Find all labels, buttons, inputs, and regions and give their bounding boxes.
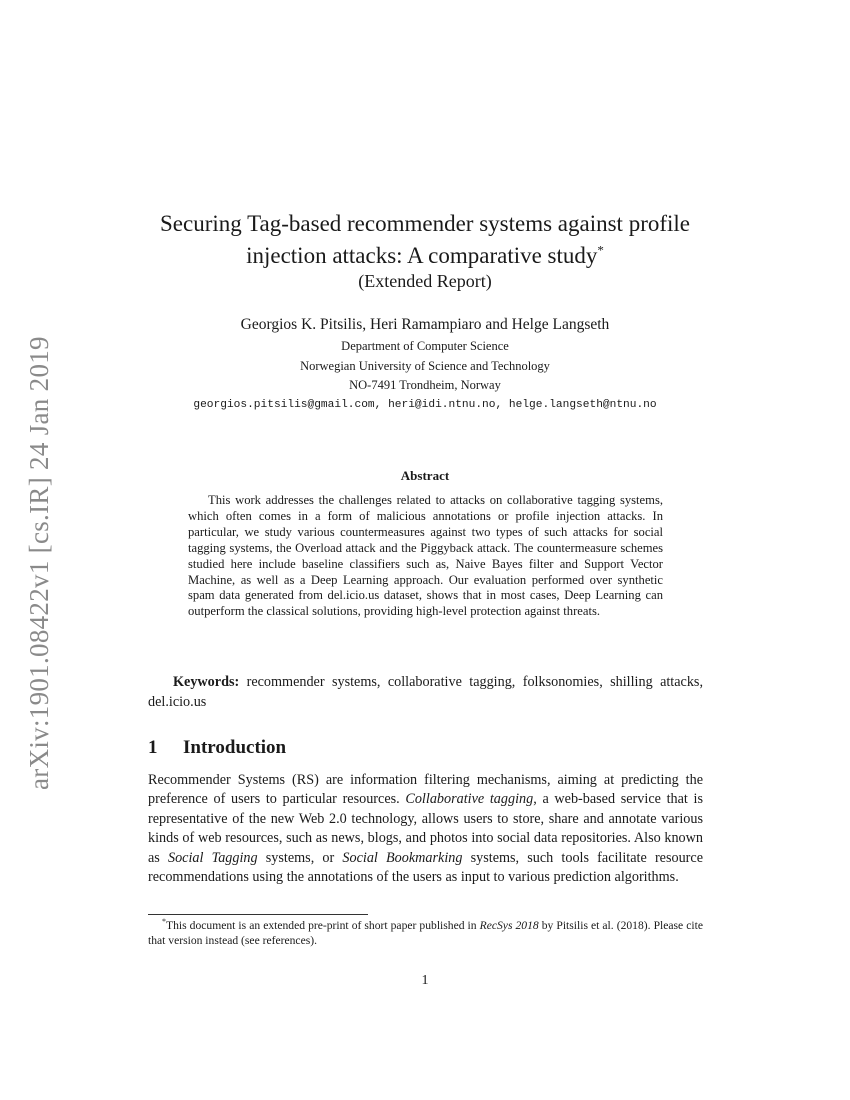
- affiliation-address: NO-7491 Trondheim, Norway: [349, 378, 501, 392]
- footnote-emph-recsys: RecSys 2018: [479, 919, 539, 932]
- intro-text-1: Recommender Systems (RS) are information filtering mechanisms, aiming at predicting the preference of users to particular resources.: [148, 772, 703, 808]
- keywords-label: Keywords:: [173, 674, 240, 690]
- intro-emph-social-bookmarking: Social Bookmarking: [342, 849, 463, 866]
- section-title: Introduction: [183, 737, 287, 758]
- section-number: 1: [148, 737, 158, 758]
- page-number: 1: [421, 973, 429, 988]
- paper-title: [0, 208, 850, 272]
- intro-emph-collaborative-tagging: Collaborative tagging: [405, 791, 534, 808]
- abstract-text: This work addresses the challenges related to attacks on collaborative tagging systems, which often comes in a form of malicious annotations or profile injection attacks. In particular, we study various countermeasures against two types of such attacks for social tagging systems, the Overload attack and the Piggyback attack. The countermeasure schemes studied here include baseline classifiers such as, Naive Bayes filter and Support Vector Machine, as well as a Deep Learning approach. Our evaluation performed over synthetic spam data generated from del.icio.us dataset, shows that in most cases, Deep Learning can outperform the classical solutions, providing high-level protection against threats.: [188, 493, 663, 619]
- keywords-text: recommender systems, collaborative tagging, folksonomies, shilling attacks, del.icio.us: [148, 674, 704, 710]
- affiliation-department: Department of Computer Science: [341, 339, 509, 353]
- intro-emph-social-tagging: Social Tagging: [167, 849, 258, 866]
- abstract-body: [188, 493, 663, 620]
- footnote-rule: [148, 914, 368, 915]
- abstract-heading: Abstract: [400, 468, 450, 483]
- title-footnote-mark[interactable]: *: [597, 242, 604, 258]
- intro-text-2: , a web-based service that is representative of the new Web 2.0 technology, allows users to store, share and annotate various kinds of web resources, such as news, blogs, and photos into social data repositories. Also known as: [148, 791, 703, 866]
- author-list: Georgios K. Pitsilis, Heri Ramampiaro and Helge Langseth: [240, 316, 610, 333]
- author-emails[interactable]: georgios.pitsilis@gmail.com, heri@idi.ntnu.no, helge.langseth@ntnu.no: [193, 399, 657, 411]
- title-line-2: injection attacks: A comparative study: [246, 243, 598, 268]
- intro-text-4: systems, such tools facilitate resource recommendations using the annotations of the users as input to various prediction algorithms.: [148, 849, 703, 886]
- footnote-mark: *: [162, 917, 166, 927]
- paper-subtitle: (Extended Report): [358, 271, 492, 291]
- keywords-block: [148, 673, 703, 712]
- arxiv-identifier: arXiv:1901.08422v1 [cs.IR] 24 Jan 2019: [24, 336, 54, 790]
- title-line-1: Securing Tag-based recommender systems against profile: [160, 211, 690, 236]
- footnote-text-1: This document is an extended pre-print of short paper published in: [166, 919, 480, 932]
- intro-paragraph: [148, 771, 703, 887]
- footnote: [148, 918, 703, 948]
- section-heading: [148, 735, 703, 761]
- intro-text-3: systems, or: [257, 849, 343, 866]
- affiliation-university: Norwegian University of Science and Technology: [300, 359, 550, 373]
- footnote-text-2: by Pitsilis et al. (2018). Please cite that version instead (see references).: [148, 919, 703, 947]
